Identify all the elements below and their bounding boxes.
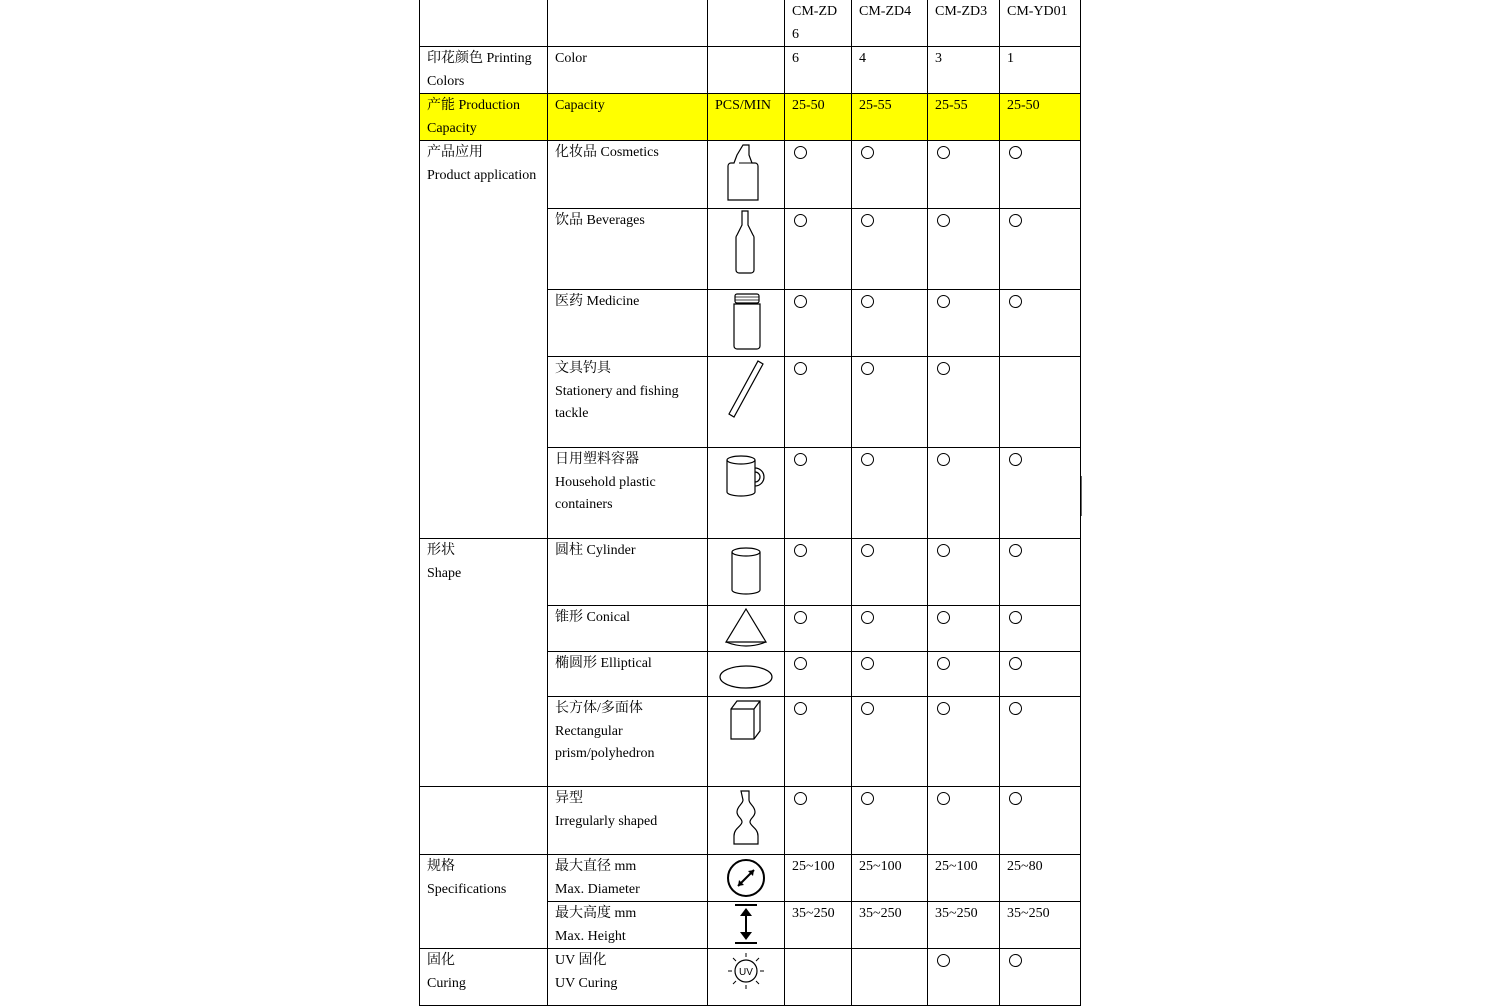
available-mark [861,544,874,557]
available-mark [937,453,950,466]
available-mark [794,792,807,805]
available-mark [861,362,874,375]
mark-cell [1000,539,1081,606]
mark-cell [785,652,852,697]
icon-cell [708,652,785,697]
item-label: 医药 Medicine [555,294,640,309]
category-cn: 产品应用 [427,145,483,160]
available-mark [1009,792,1022,805]
icon-cell [708,539,785,606]
mark-cell [928,949,1000,1006]
beverage-bottle-icon [726,209,766,287]
table-row [420,47,1081,94]
value-cell: 25~100 [785,855,852,902]
item-label: 最大高度 mm [555,906,637,921]
available-mark [794,214,807,227]
available-mark [861,792,874,805]
item-label: 圆柱 Cylinder [555,543,636,558]
item-cell: Color [548,47,708,94]
available-mark [1009,611,1022,624]
item-label: 长方体/多面体 [555,701,643,716]
mark-cell [928,448,1000,539]
mark-cell [1000,209,1081,290]
item-cell [548,697,708,787]
item-cell [548,902,708,949]
mark-cell [852,448,928,539]
category-en: Specifications [427,881,507,897]
available-mark [861,702,874,715]
mark-cell [852,697,928,787]
item-label: 饮品 Beverages [555,213,645,228]
mark-cell [928,652,1000,697]
header-empty [420,0,548,47]
available-mark [1009,954,1022,967]
category-en: Shape [427,565,462,581]
available-mark [861,611,874,624]
item-label-en: Household plastic containers [555,474,656,512]
mark-cell [852,949,928,1006]
available-mark [937,611,950,624]
available-mark [794,611,807,624]
mark-cell [928,209,1000,290]
uv-lamp-icon [724,949,768,995]
table-row [420,141,1081,209]
item-label-en: UV Curing [555,975,618,991]
mark-cell [785,357,852,448]
available-mark [794,362,807,375]
mark-cell [928,606,1000,652]
mark-cell [1000,141,1081,209]
mark-cell [785,606,852,652]
icon-cell [708,290,785,357]
category-en: Product application [427,167,537,183]
available-mark [794,453,807,466]
table-row [420,94,1081,141]
item-label: 异型 [555,791,583,806]
category-cell-empty [420,787,548,855]
available-mark [937,792,950,805]
item-cell [548,209,708,290]
available-mark [937,954,950,967]
value-cell: 25~100 [852,855,928,902]
available-mark [937,657,950,670]
item-label: 锥形 Conical [555,610,631,625]
mark-cell [852,606,928,652]
mark-cell [928,357,1000,448]
mark-cell [852,357,928,448]
item-cell: Capacity [548,94,708,141]
mark-cell [785,448,852,539]
available-mark [1009,702,1022,715]
mark-cell [928,697,1000,787]
mark-cell [928,539,1000,606]
icon-cell [708,697,785,787]
model-header: CM-ZD3 [928,0,1000,47]
icon-cell [708,606,785,652]
mark-cell [852,209,928,290]
model-header: CM-ZD 6 [785,0,852,47]
available-mark [1009,146,1022,159]
ellipse-icon [716,652,776,696]
mark-cell [928,290,1000,357]
cone-icon [721,606,771,650]
available-mark [937,214,950,227]
mark-cell [1000,787,1081,855]
icon-cell [708,949,785,1006]
mark-cell [785,141,852,209]
item-cell [548,141,708,209]
item-cell [548,855,708,902]
mark-cell [785,697,852,787]
mark-cell [852,787,928,855]
available-mark [1009,657,1022,670]
value-cell: 25-50 [1000,94,1081,141]
mark-cell [785,539,852,606]
item-cell [548,290,708,357]
item-label: 日用塑料容器 [555,452,639,467]
icon-cell [708,209,785,290]
irregular-bottle-icon [726,787,766,851]
item-label: 椭圆形 Elliptical [555,656,652,671]
available-mark [937,362,950,375]
model-header: CM-YD01 [1000,0,1081,47]
available-mark [1009,295,1022,308]
cylinder-icon [726,539,766,603]
mug-icon [721,448,771,508]
available-mark [794,702,807,715]
available-mark [861,657,874,670]
icon-cell [708,448,785,539]
height-icon [724,902,768,946]
mark-cell [1000,290,1081,357]
header-empty [548,0,708,47]
icon-cell [708,141,785,209]
available-mark [861,295,874,308]
item-label-en: Rectangular prism/polyhedron [555,723,655,761]
available-mark [861,146,874,159]
model-header: CM-ZD4 [852,0,928,47]
category-cell [420,949,548,1006]
uv-icon-text: UV [739,967,753,978]
pen-rod-icon [724,357,768,421]
icon-cell [708,902,785,949]
value-cell: 1 [1000,47,1081,94]
item-cell [548,949,708,1006]
header-empty [708,0,785,47]
available-mark [937,295,950,308]
value-cell: 25~80 [1000,855,1081,902]
value-cell: 3 [928,47,1000,94]
available-mark [861,453,874,466]
mark-cell [1000,652,1081,697]
available-mark [1009,214,1022,227]
category-cell [420,141,548,539]
value-cell: 35~250 [1000,902,1081,949]
item-label: 化妆品 Cosmetics [555,145,659,160]
item-cell [548,787,708,855]
medicine-jar-icon [726,290,766,354]
mark-cell [852,290,928,357]
available-mark [794,146,807,159]
mark-cell [785,209,852,290]
mark-cell [928,141,1000,209]
icon-cell [708,357,785,448]
table-row [420,787,1081,855]
item-cell [548,606,708,652]
item-label-en: Stationery and fishing tackle [555,383,679,421]
page-edge-mark [1081,476,1082,516]
value-cell: 4 [852,47,928,94]
item-label: UV 固化 [555,953,607,968]
table-row [420,949,1081,1006]
mark-cell [1000,697,1081,787]
category-cell [420,855,548,949]
value-cell: 35~250 [928,902,1000,949]
diameter-icon [724,855,768,899]
mark-cell [785,290,852,357]
available-mark [861,214,874,227]
item-cell [548,539,708,606]
spec-table [419,0,1081,1006]
mark-cell [1000,448,1081,539]
table-row [420,539,1081,606]
item-label-en: Irregularly shaped [555,813,658,829]
value-cell: 35~250 [852,902,928,949]
category-cn: 规格 [427,859,455,874]
category-cn: 固化 [427,953,455,968]
category-cell: 印花颜色 Printing Colors [420,47,548,94]
available-mark [794,657,807,670]
category-cn: 形状 [427,543,455,558]
item-label: 文具钓具 [555,361,611,376]
value-cell: 25~100 [928,855,1000,902]
category-en: Curing [427,975,466,991]
cosmetics-bottle-icon [726,141,766,207]
mark-cell [852,141,928,209]
available-mark [794,544,807,557]
item-label: 最大直径 mm [555,859,637,874]
category-cell [420,539,548,787]
available-mark [1009,544,1022,557]
available-mark [937,146,950,159]
value-cell: 25-50 [785,94,852,141]
icon-cell [708,855,785,902]
cube-icon [724,697,768,747]
mark-cell [785,787,852,855]
item-label-en: Max. Diameter [555,881,640,897]
item-label-en: Max. Height [555,928,626,944]
item-cell [548,448,708,539]
value-cell: 25-55 [852,94,928,141]
unit-cell [708,47,785,94]
available-mark [937,544,950,557]
mark-cell [1000,949,1081,1006]
mark-cell [852,652,928,697]
available-mark [1009,453,1022,466]
available-mark [937,702,950,715]
icon-cell [708,787,785,855]
value-cell: 35~250 [785,902,852,949]
mark-cell [928,787,1000,855]
value-cell: 25-55 [928,94,1000,141]
category-cell: 产能 Production Capacity [420,94,548,141]
item-cell [548,357,708,448]
unit-cell: PCS/MIN [708,94,785,141]
item-cell [548,652,708,697]
available-mark [794,295,807,308]
table-row [420,855,1081,902]
mark-cell [785,949,852,1006]
mark-cell [852,539,928,606]
value-cell: 6 [785,47,852,94]
mark-cell [1000,357,1081,448]
mark-cell [1000,606,1081,652]
